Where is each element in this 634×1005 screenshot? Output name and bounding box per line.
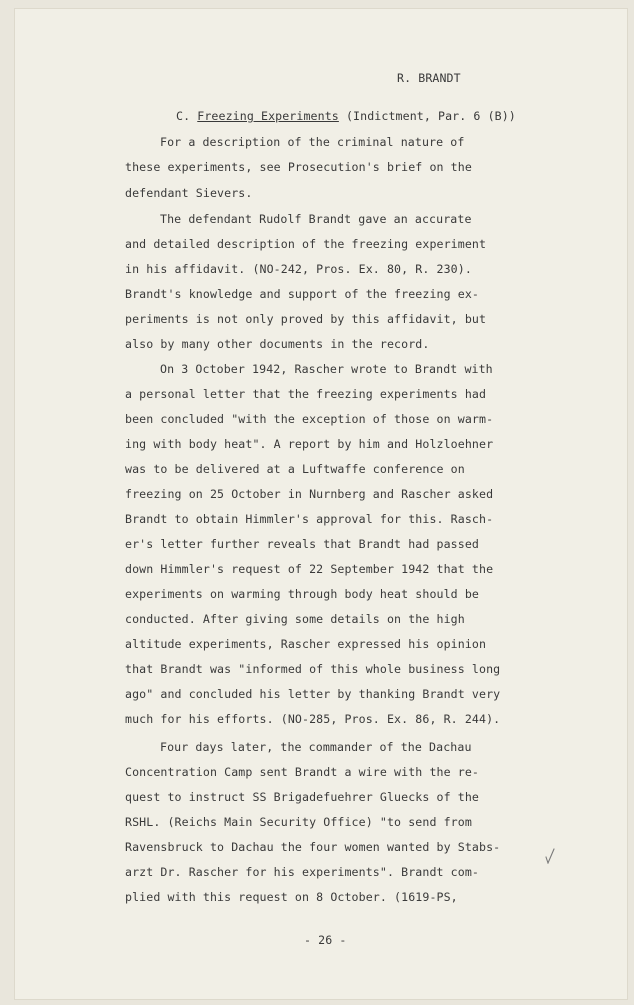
body-line: a personal letter that the freezing experiments had bbox=[125, 387, 487, 401]
body-line: Ravensbruck to Dachau the four women wanted by Stabs- bbox=[125, 840, 501, 854]
body-line: ago" and concluded his letter by thanking Brandt very bbox=[125, 687, 501, 701]
body-line: On 3 October 1942, Rascher wrote to Brandt with bbox=[160, 362, 493, 376]
body-line: Brandt to obtain Himmler's approval for this. Rasch- bbox=[125, 512, 494, 526]
body-line: experiments on warming through body heat should be bbox=[125, 587, 480, 601]
body-line: and detailed description of the freezing experiment bbox=[125, 237, 487, 251]
document-page bbox=[14, 8, 628, 1000]
body-line: quest to instruct SS Brigadefuehrer Gluecks of the bbox=[125, 790, 480, 804]
body-line: Concentration Camp sent Brandt a wire with the re- bbox=[125, 765, 480, 779]
section-title: Freezing Experiments bbox=[197, 109, 339, 123]
body-line: also by many other documents in the record. bbox=[125, 337, 430, 351]
body-line: periments is not only proved by this affidavit, but bbox=[125, 312, 487, 326]
body-line: in his affidavit. (NO-242, Pros. Ex. 80, R. 230). bbox=[125, 262, 472, 276]
body-line: defendant Sievers. bbox=[125, 186, 253, 200]
page-number: - 26 - bbox=[304, 933, 347, 947]
body-line: altitude experiments, Rascher expressed his opinion bbox=[125, 637, 487, 651]
section-heading bbox=[176, 109, 516, 123]
body-line: arzt Dr. Rascher for his experiments". Brandt com- bbox=[125, 865, 480, 879]
body-line: been concluded "with the exception of those on warm- bbox=[125, 412, 494, 426]
body-line: plied with this request on 8 October. (1619-PS, bbox=[125, 890, 458, 904]
body-line: these experiments, see Prosecution's brief on the bbox=[125, 160, 472, 174]
body-line: much for his efforts. (NO-285, Pros. Ex. 86, R. 244). bbox=[125, 712, 501, 726]
body-line: er's letter further reveals that Brandt had passed bbox=[125, 537, 480, 551]
body-line: Brandt's knowledge and support of the freezing ex- bbox=[125, 287, 480, 301]
body-line: The defendant Rudolf Brandt gave an accurate bbox=[160, 212, 472, 226]
body-line: Four days later, the commander of the Dachau bbox=[160, 740, 472, 754]
body-line: For a description of the criminal nature of bbox=[160, 135, 465, 149]
page-header-name: R. BRANDT bbox=[397, 71, 461, 85]
body-line: ing with body heat". A report by him and Holzloehner bbox=[125, 437, 494, 451]
body-line: was to be delivered at a Luftwaffe conference on bbox=[125, 462, 465, 476]
body-line: conducted. After giving some details on the high bbox=[125, 612, 465, 626]
body-line: that Brandt was "informed of this whole business long bbox=[125, 662, 501, 676]
body-line: RSHL. (Reichs Main Security Office) "to send from bbox=[125, 815, 472, 829]
typed-text-area bbox=[14, 8, 628, 1000]
body-line: freezing on 25 October in Nurnberg and Rascher asked bbox=[125, 487, 494, 501]
body-line: down Himmler's request of 22 September 1942 that the bbox=[125, 562, 494, 576]
pencil-checkmark-icon bbox=[545, 848, 555, 864]
section-letter: C. bbox=[176, 109, 191, 123]
section-reference: (Indictment, Par. 6 (B)) bbox=[345, 109, 516, 123]
